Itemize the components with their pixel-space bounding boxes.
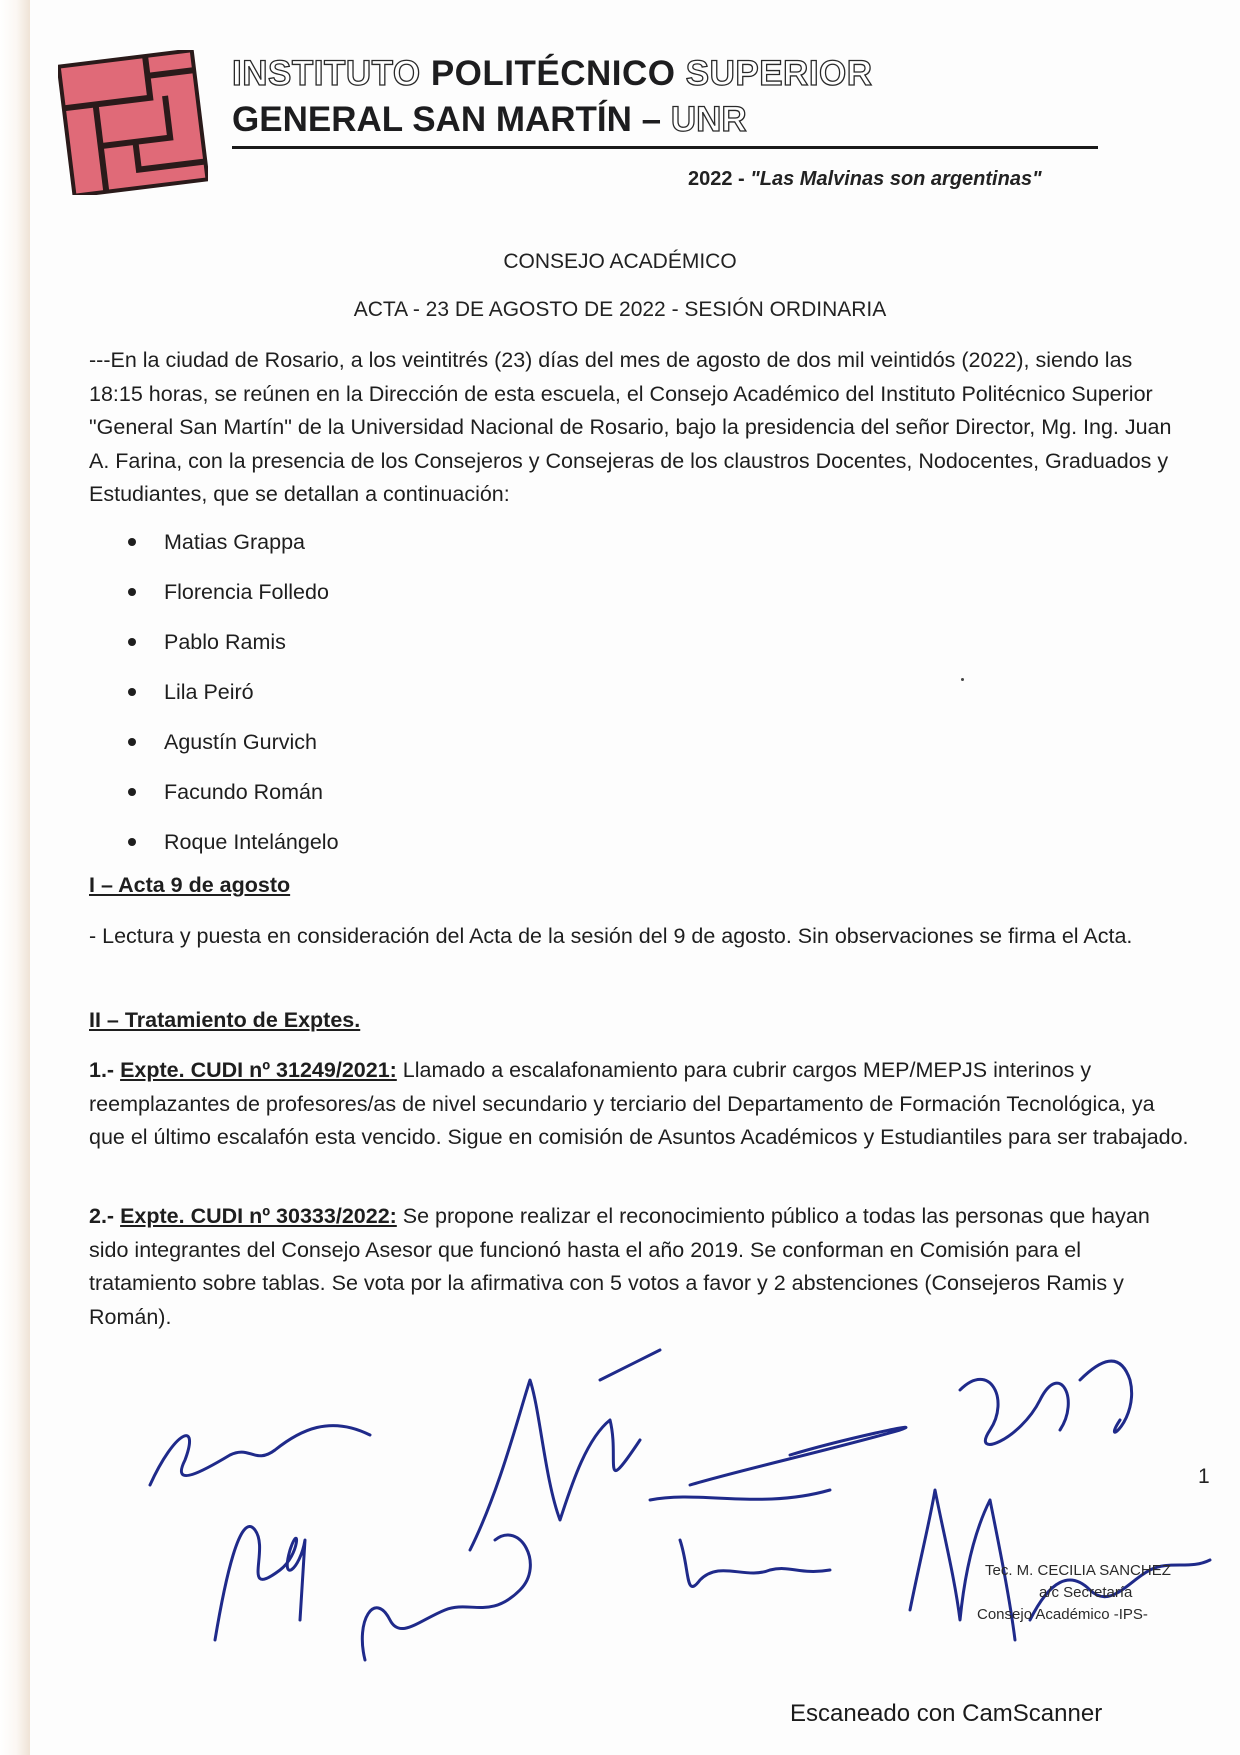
stamp-line-2: a/c Secretaría bbox=[1039, 1584, 1133, 1601]
signature-4 bbox=[470, 1350, 660, 1550]
expte-item-1-ref: Expte. CUDI nº 31249/2021: bbox=[120, 1058, 397, 1082]
page-number: 1 bbox=[1198, 1465, 1210, 1488]
attendee-item: Florencia Folledo bbox=[128, 573, 339, 623]
institute-name-line2 bbox=[232, 100, 747, 140]
attendee-item: Facundo Román bbox=[128, 773, 339, 823]
attendee-item: Agustín Gurvich bbox=[128, 723, 339, 773]
acta-title: ACTA - 23 DE AGOSTO DE 2022 - SESIÓN ORDINARIA bbox=[353, 298, 887, 321]
signature-1 bbox=[150, 1426, 370, 1485]
expte-item-1 bbox=[89, 1054, 1189, 1155]
stamp-line-3: Consejo Académico -IPS- bbox=[977, 1606, 1148, 1623]
institute-word-politecnico: POLITÉCNICO bbox=[430, 54, 676, 93]
header-rule bbox=[232, 146, 1098, 149]
attendee-item: Lila Peiró bbox=[128, 673, 339, 723]
institute-logo bbox=[58, 50, 208, 195]
council-title: CONSEJO ACADÉMICO bbox=[503, 250, 737, 273]
secretary-stamp bbox=[977, 1560, 1171, 1626]
expte-item-2-number: 2.- bbox=[89, 1204, 115, 1228]
attendee-item: Matias Grappa bbox=[128, 523, 339, 573]
institute-word-superior: SUPERIOR bbox=[685, 54, 873, 93]
scanner-watermark: Escaneado con CamScanner bbox=[790, 1700, 1103, 1727]
year-motto bbox=[688, 168, 1042, 191]
attendee-item: Roque Intelángelo bbox=[128, 823, 339, 873]
institute-separator: – bbox=[641, 100, 662, 139]
section1-text: - Lectura y puesta en consideración del Acta de la sesión del 9 de agosto. Sin observaciones se firma el Acta. bbox=[89, 924, 1133, 948]
expte-item-2-text: Se propone realizar el reconocimiento público a todas las personas que hayan sido integrantes del Consejo Asesor que funcionó hasta el año 2019. Se conforman en Comisión para el tratamiento sobre tablas. Se vota por la afirmativa con 5 votos a favor y 2 abstenciones (Consejeros Ramis y Román). bbox=[89, 1204, 1150, 1329]
institute-general-san-martin: GENERAL SAN MARTÍN bbox=[232, 100, 632, 139]
expte-item-2 bbox=[89, 1200, 1189, 1334]
attendee-list bbox=[128, 523, 339, 873]
motto-year: 2022 - bbox=[688, 168, 745, 190]
signature-5 bbox=[650, 1427, 906, 1500]
institute-word-instituto: INSTITUTO bbox=[232, 54, 421, 93]
motto-text: "Las Malvinas son argentinas" bbox=[750, 168, 1042, 190]
institute-name-line1 bbox=[232, 54, 873, 94]
intro-paragraph: ---En la ciudad de Rosario, a los veintitrés (23) días del mes de agosto de dos mil veintidós (2022), siendo las 18:15 horas, se reúnen en la Dirección de esta escuela, el Consejo Académico del Instituto Politécnico Superior "General San Martín" de la Universidad Nacional de Rosario, bajo la presidencia del señor Director, Mg. Ing. Juan A. Farina, con la presencia de los Consejeros y Consejeras de los claustros Docentes, Nodocentes, Graduados y Estudiantes, que se detallan a continuación: bbox=[89, 348, 1172, 506]
expte-item-1-number: 1.- bbox=[89, 1058, 115, 1082]
signature-6 bbox=[680, 1540, 830, 1586]
signature-2 bbox=[215, 1527, 305, 1640]
attendee-item: Pablo Ramis bbox=[128, 623, 339, 673]
expte-item-2-ref: Expte. CUDI nº 30333/2022: bbox=[120, 1204, 397, 1228]
signatures bbox=[0, 1320, 1240, 1700]
expte-item-1-text: Llamado a escalafonamiento para cubrir cargos MEP/MEPJS interinos y reemplazantes de profesores/as de nivel secundario y terciario del Departamento de Formación Tecnológica, ya que el último escalafón esta vencido. Sigue en comisión de Asuntos Académicos y Estudiantiles para ser trabajado. bbox=[89, 1058, 1189, 1149]
institute-unr: UNR bbox=[670, 100, 747, 139]
signature-8 bbox=[960, 1361, 1132, 1444]
section2-heading: II – Tratamiento de Exptes. bbox=[89, 1008, 361, 1032]
section1-heading: I – Acta 9 de agosto bbox=[89, 873, 291, 897]
scan-speck bbox=[961, 678, 964, 681]
signature-3 bbox=[362, 1535, 530, 1660]
stamp-line-1: Tec. M. CECILIA SANCHEZ bbox=[985, 1562, 1171, 1579]
